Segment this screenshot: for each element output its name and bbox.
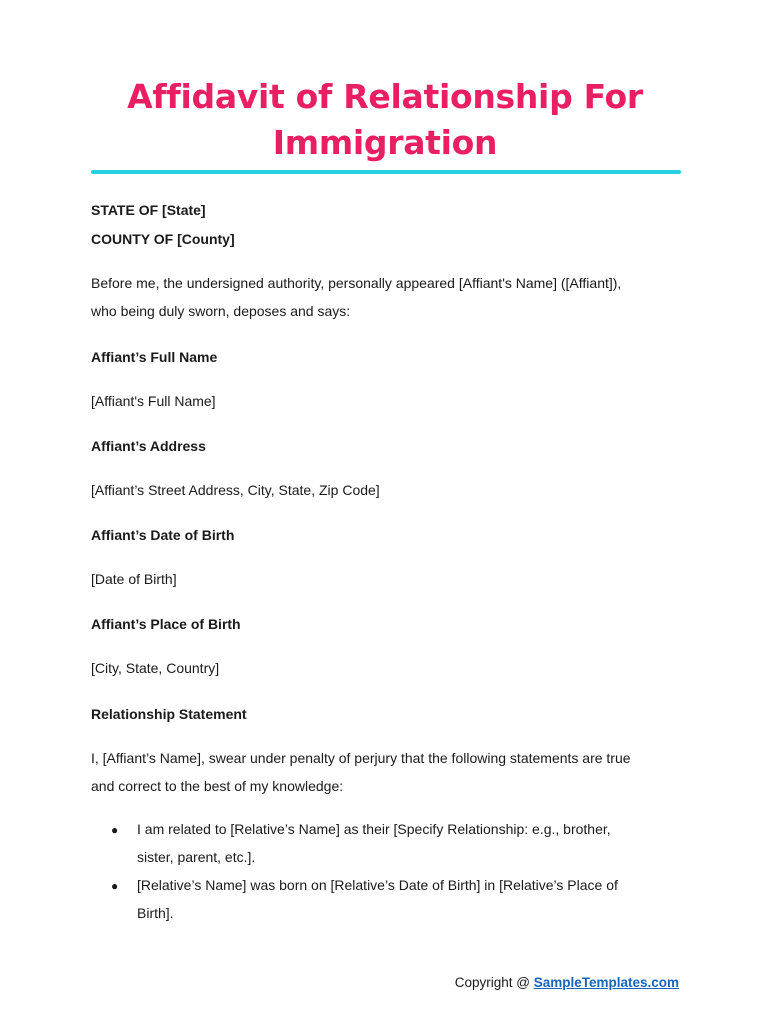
sampletemplates-link[interactable]: SampleTemplates.com — [533, 975, 679, 990]
bullet-icon: ● — [111, 823, 119, 837]
intro-text-line-2: who being duly sworn, deposes and says: — [91, 303, 351, 319]
section-heading-address: Affiant’s Address — [91, 438, 206, 454]
title-line-1: Affidavit of Relationship For — [127, 77, 643, 116]
relationship-intro-line-1: I, [Affiant’s Name], swear under penalty of perjury that the following statements are true — [91, 750, 631, 766]
bullet-icon: ● — [111, 879, 119, 893]
section-value-address: [Affiant’s Street Address, City, State, Zip Code] — [91, 482, 380, 498]
county-line: COUNTY OF [County] — [91, 231, 235, 247]
relationship-statement-heading: Relationship Statement — [91, 706, 247, 722]
section-value-date-of-birth: [Date of Birth] — [91, 571, 177, 587]
section-heading-full-name: Affiant’s Full Name — [91, 349, 218, 365]
state-line: STATE OF [State] — [91, 202, 206, 218]
section-value-place-of-birth: [City, State, Country] — [91, 660, 220, 676]
intro-text-line-1: Before me, the undersigned authority, personally appeared [Affiant's Name] ([Affiant]), — [91, 275, 622, 291]
section-heading-place-of-birth: Affiant’s Place of Birth — [91, 616, 241, 632]
relationship-intro-line-2: and correct to the best of my knowledge: — [91, 778, 344, 794]
section-value-full-name: [Affiant's Full Name] — [91, 393, 216, 409]
bullet-1-line-1: I am related to [Relative’s Name] as their [Specify Relationship: e.g., brother, — [137, 821, 611, 837]
copyright-prefix: Copyright @ — [454, 975, 534, 990]
title-underline-divider — [91, 170, 681, 174]
document-title — [60, 74, 710, 166]
title-line-2: Immigration — [272, 123, 498, 162]
bullet-2-line-1: [Relative’s Name] was born on [Relative’s Date of Birth] in [Relative’s Place of — [137, 877, 618, 893]
copyright-footer — [455, 974, 679, 992]
bullet-1-line-2: sister, parent, etc.]. — [137, 849, 256, 865]
bullet-2-line-2: Birth]. — [137, 905, 174, 921]
section-heading-date-of-birth: Affiant’s Date of Birth — [91, 527, 235, 543]
